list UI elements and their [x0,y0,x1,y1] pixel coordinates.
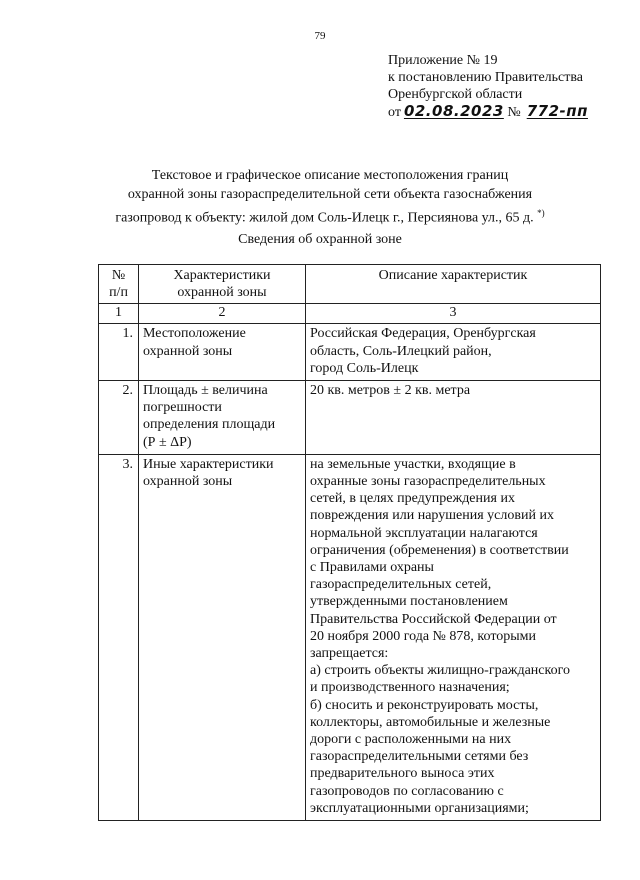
appendix-line-2: к постановлению Правительства [388,70,584,85]
description-line: эксплуатационными организациями; [310,800,529,816]
row-number: 1. [99,324,139,381]
characteristic-line: Площадь ± величина [143,383,268,399]
characteristic-line: Местоположение [143,326,246,342]
index-cell: 3 [306,304,601,324]
handwritten-date: 02.08.2023 [403,102,504,120]
table-header-row [99,265,601,304]
description-line: 20 кв. метров ± 2 кв. метра [310,383,471,399]
index-cell: 1 [99,304,139,324]
table-row [99,454,601,820]
description-line: газораспределительных сетей, [310,577,492,593]
description-line: запрещается: [310,646,389,662]
index-row [99,304,601,324]
index-cell: 2 [139,304,306,324]
description-line: коллекторы, автомобильные и железные [310,714,551,730]
protection-zone-table [98,264,601,821]
table-row [99,381,601,455]
title-line-2: охранной зоны газораспределительной сети объекта газоснабжения [127,187,533,202]
table-row [99,324,601,381]
description-line: ограничения (обременения) в соответствии [310,542,569,558]
header-char-line-1: Характеристики [173,268,271,283]
description-line: дороги с расположенными на них [310,732,512,748]
header-num-line-1: № [111,268,126,283]
from-label: от [388,105,401,120]
appendix-line-1: Приложение № 19 [388,53,498,68]
description-line: сетей, в целях предупреждения их [310,491,515,507]
characteristic-line: определения площади [143,417,276,433]
row-description [306,324,601,381]
header-description: Описание характеристик [306,265,601,304]
description-line: предварительного выноса этих [310,766,495,782]
title-line-1: Текстовое и графическое описание местоположения границ [151,168,509,183]
appendix-line-3: Оренбургской области [388,87,523,102]
document-title [60,166,600,228]
header-char-line-2: охранной зоны [177,285,267,301]
row-number: 3. [99,454,139,820]
header-num-line-2: п/п [109,285,128,301]
section-subtitle: Сведения об охранной зоне [238,232,402,247]
description-line: и производственного назначения; [310,680,510,696]
footnote-mark: *) [537,208,545,218]
description-line: повреждения или нарушения условий их [310,508,554,524]
description-line: а) строить объекты жилищно-гражданского [310,663,570,679]
page-number: 79 [314,30,326,42]
characteristic-line: (Р ± ΔР) [143,434,192,450]
description-line: газораспределительными сетями без [310,749,529,765]
description-line: газопроводов по согласованию с [310,783,504,799]
characteristic-line: охранной зоны [143,343,233,359]
description-line: Правительства Российской Федерации от [310,611,557,627]
description-line: 20 ноября 2000 года № 878, которыми [310,628,537,644]
row-description [306,454,601,820]
characteristic-line: Иные характеристики [143,456,274,472]
description-line: охранные зоны газораспределительных [310,474,546,490]
description-line: утвержденными постановлением [310,594,508,610]
appendix-date-line [388,103,588,121]
description-line: б) сносить и реконструировать мосты, [310,697,539,713]
description-line: с Правилами охраны [310,560,434,576]
header-characteristics [139,265,306,304]
header-num [99,265,139,304]
row-description [306,381,601,455]
description-line: нормальной эксплуатации налагаются [310,525,538,541]
row-number: 2. [99,381,139,455]
row-characteristic [139,381,306,455]
title-line-3 [60,204,600,228]
row-characteristic [139,454,306,820]
description-line: Российская Федерация, Оренбургская [310,326,536,342]
row-characteristic [139,324,306,381]
handwritten-number: 772-пп [526,102,588,120]
characteristic-line: погрешности [143,400,222,416]
description-line: на земельные участки, входящие в [310,456,516,472]
description-line: город Соль-Илецк [310,360,419,376]
number-label: № [507,105,521,120]
description-line: область, Соль-Илецкий район, [310,343,492,359]
appendix-block [388,52,588,121]
title-line-3-text: газопровод к объекту: жилой дом Соль-Илецк г., Персиянова ул., 65 д. [115,210,534,226]
characteristic-line: охранной зоны [143,474,233,490]
